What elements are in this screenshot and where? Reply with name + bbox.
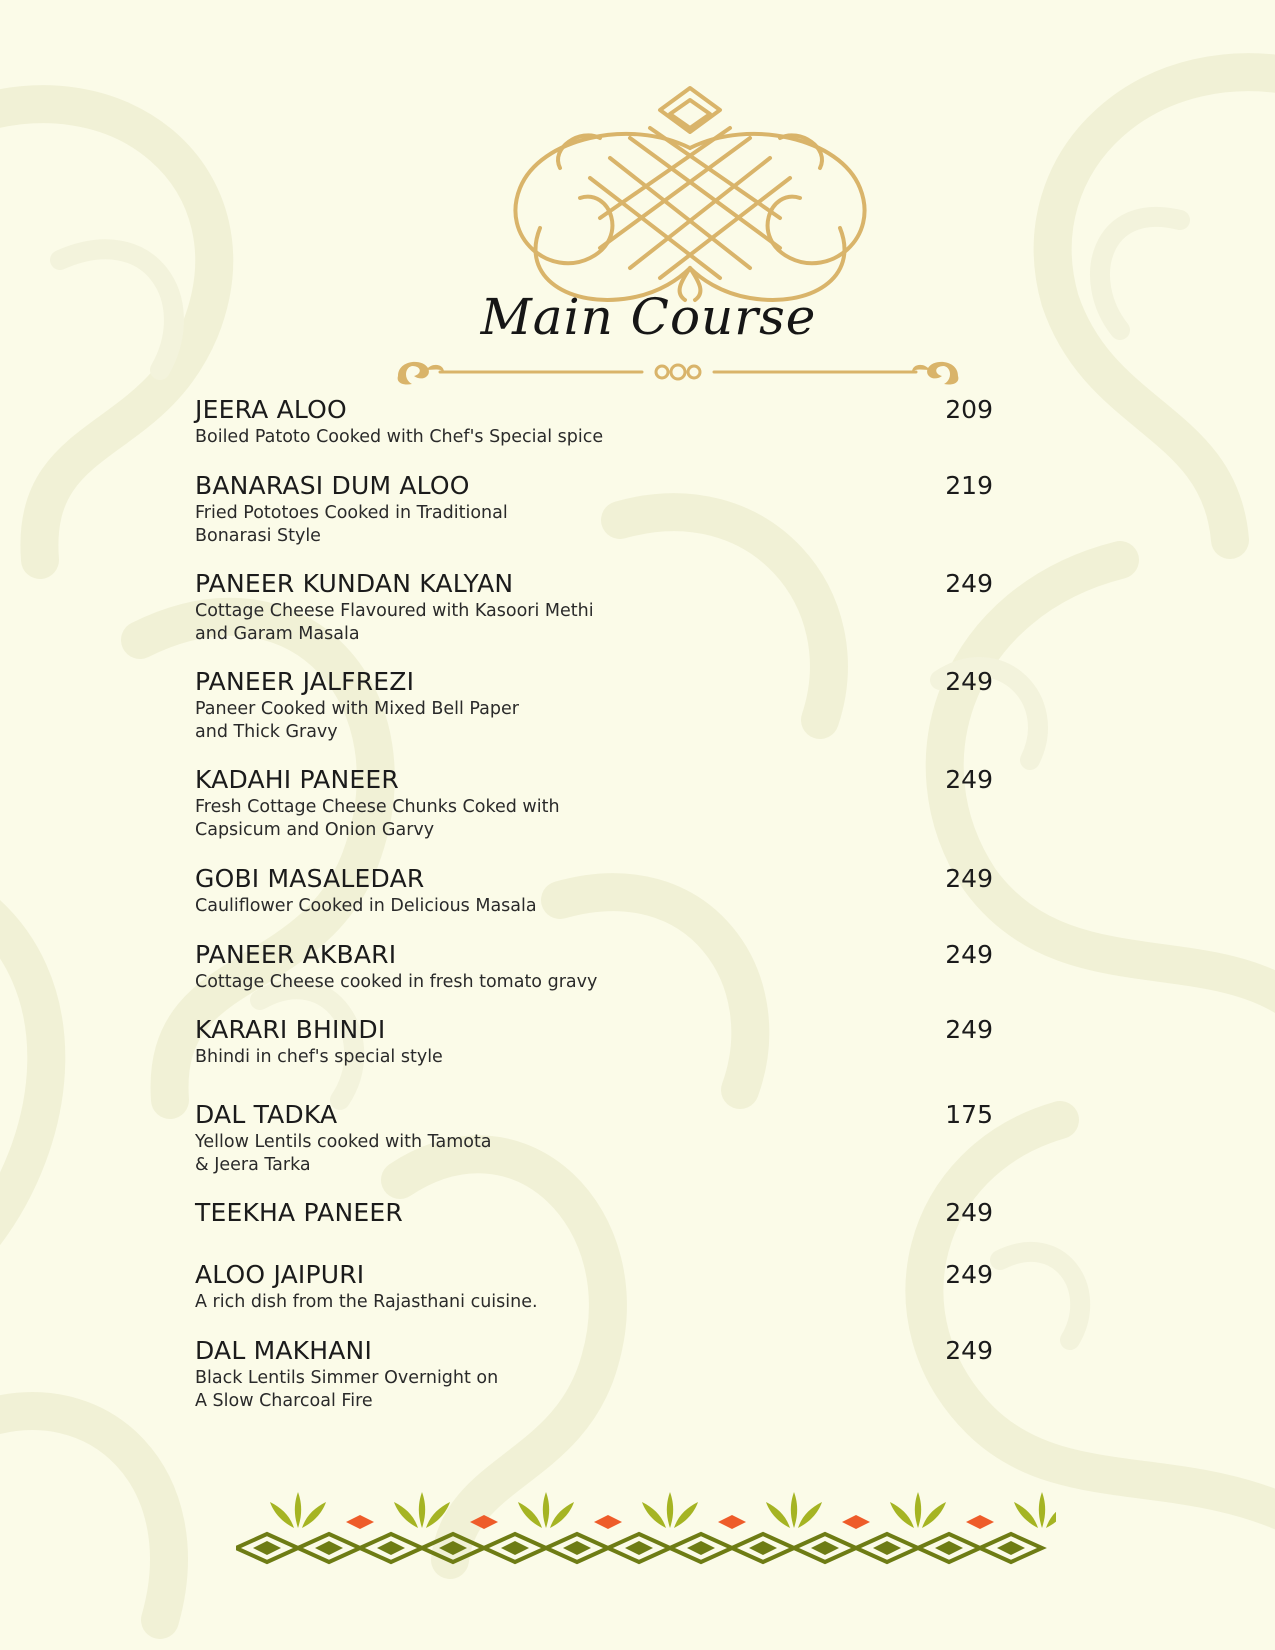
menu-item xyxy=(195,939,995,994)
menu-item-name: PANEER AKBARI xyxy=(195,940,397,969)
menu-item-description: Black Lentils Simmer Overnight on A Slow Charcoal Fire xyxy=(195,1368,499,1411)
menu-item-price: 249 xyxy=(945,940,993,969)
page-title: Main Course xyxy=(480,288,817,346)
gold-flourish-divider-icon xyxy=(392,354,964,390)
menu-item xyxy=(195,764,995,842)
menu-item-price: 209 xyxy=(945,395,993,424)
menu-item-description: Cauliflower Cooked in Delicious Masala xyxy=(195,896,537,916)
menu-item-description: Cottage Cheese cooked in fresh tomato gravy xyxy=(195,972,598,992)
menu-item-price: 249 xyxy=(945,1198,993,1227)
menu-item xyxy=(195,1099,995,1177)
menu-item-description: Yellow Lentils cooked with Tamota & Jeera Tarka xyxy=(195,1132,492,1175)
menu-item-description: Boiled Patoto Cooked with Chef's Special spice xyxy=(195,427,604,447)
menu-item xyxy=(195,394,995,449)
menu-item-price: 249 xyxy=(945,667,993,696)
leaf-diamond-border-icon xyxy=(236,1488,1056,1570)
menu-item-price: 249 xyxy=(945,1260,993,1289)
menu-item-price: 249 xyxy=(945,1015,993,1044)
menu-item-name: PANEER KUNDAN KALYAN xyxy=(195,569,514,598)
menu-item-description: Fresh Cottage Cheese Chunks Coked with Capsicum and Onion Garvy xyxy=(195,797,560,840)
menu-item-name: BANARASI DUM ALOO xyxy=(195,471,470,500)
menu-item-name: DAL MAKHANI xyxy=(195,1336,373,1365)
menu-item-name: KARARI BHINDI xyxy=(195,1015,386,1044)
menu-item-description: Bhindi in chef's special style xyxy=(195,1047,443,1067)
menu-item-name: DAL TADKA xyxy=(195,1100,338,1129)
menu-item xyxy=(195,470,995,548)
menu-item-price: 175 xyxy=(945,1100,993,1129)
menu-item-name: PANEER JALFREZI xyxy=(195,667,415,696)
menu-item-name: ALOO JAIPURI xyxy=(195,1260,365,1289)
gold-lattice-crest-icon xyxy=(480,78,900,318)
menu-item-price: 249 xyxy=(945,864,993,893)
menu-item-description: Paneer Cooked with Mixed Bell Paper and Thick Gravy xyxy=(195,699,519,742)
menu-item-name: GOBI MASALEDAR xyxy=(195,864,425,893)
menu-item-name: JEERA ALOO xyxy=(195,395,347,424)
menu-item xyxy=(195,1259,995,1314)
menu-item xyxy=(195,1014,995,1069)
menu-item xyxy=(195,568,995,646)
menu-item xyxy=(195,1335,995,1413)
menu-item-price: 249 xyxy=(945,765,993,794)
menu-item xyxy=(195,1197,995,1229)
menu-item-description: Cottage Cheese Flavoured with Kasoori Methi and Garam Masala xyxy=(195,601,594,644)
menu-item-price: 219 xyxy=(945,471,993,500)
menu-item xyxy=(195,863,995,918)
menu-item-price: 249 xyxy=(945,1336,993,1365)
menu-item-name: KADAHI PANEER xyxy=(195,765,399,794)
menu-item-description: Fried Pototoes Cooked in Traditional Bonarasi Style xyxy=(195,503,508,546)
menu-item-price: 249 xyxy=(945,569,993,598)
menu-item-description: A rich dish from the Rajasthani cuisine. xyxy=(195,1292,538,1312)
menu-item-name: TEEKHA PANEER xyxy=(195,1198,403,1227)
menu-item xyxy=(195,666,995,744)
